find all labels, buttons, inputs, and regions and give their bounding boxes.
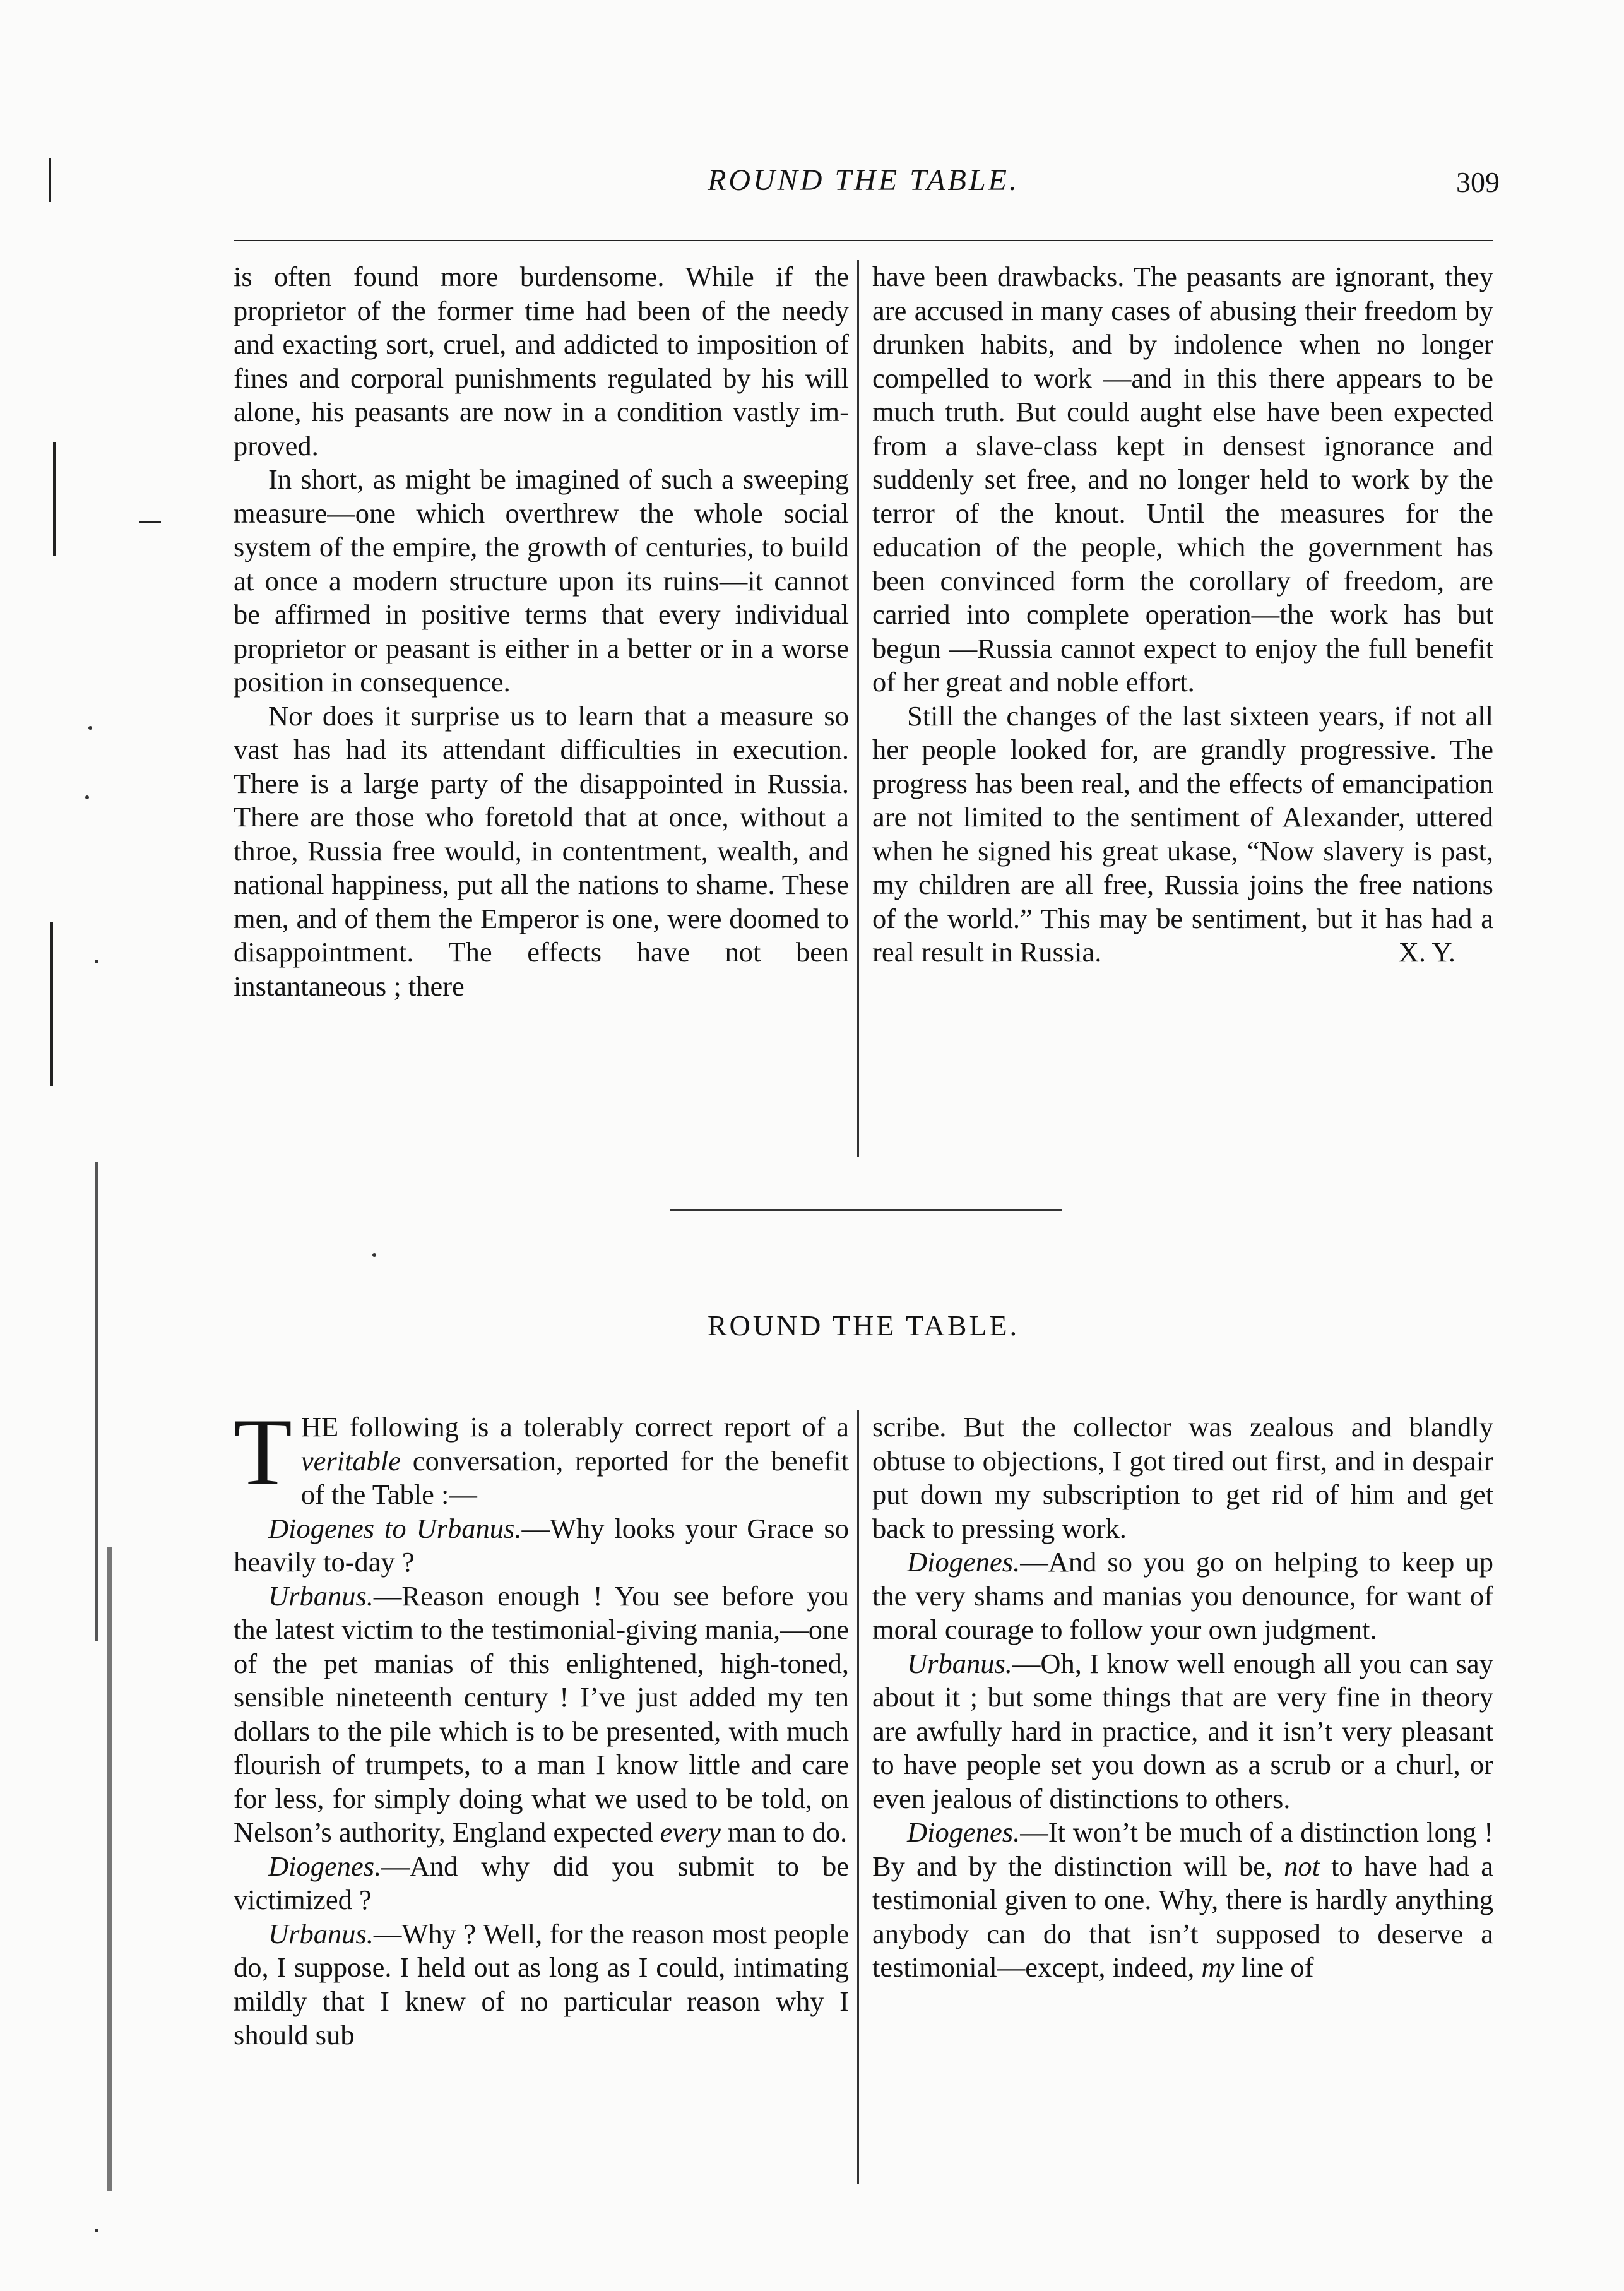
- section-title: ROUND THE TABLE.: [707, 1309, 1020, 1342]
- scan-dot: [95, 960, 98, 963]
- article-left-column: [234, 260, 849, 1003]
- scan-mark: [53, 442, 56, 556]
- scan-mark: [50, 922, 53, 1086]
- paragraph: [872, 699, 1493, 970]
- scan-mark: [95, 1162, 98, 1641]
- dialogue-left-column: [234, 1399, 849, 2052]
- column-divider: [857, 260, 859, 1157]
- paragraph: In short, as might be imagined of such a sweeping measure—one which overthrew the whole social system of the empire, the growth of centuries, to build at once a modern structure upon its ruins—it cannot be affirmed in positive terms that every individual proprietor or peasant is either in a better or in a worse position in consequence.: [234, 463, 849, 698]
- speaker: Diogenes to Urbanus.: [268, 1512, 522, 1544]
- header-rule: [234, 240, 1493, 241]
- dialogue-line: Diogenes.—And why did you submit to be victimized ?: [234, 1850, 849, 1915]
- section-separator: [670, 1209, 1062, 1211]
- paragraph: is often found more burdensome. While if the proprietor of the former time had been of the needy and exacting sort, cruel, and addicted to imposition of fines and corporal punishments regulated by his will alone, his peasants are now in a condition vastly improved.: [234, 261, 849, 461]
- author-signoff: X. Y.: [1398, 936, 1455, 968]
- dialogue-line: Urbanus.—Why ? Well, for the reason most people do, I suppose. I held out as long as I could, intimating mildly that I knew of no particular reason why I should sub: [234, 1917, 849, 2050]
- dialogue-line: scribe. But the collector was zealous and blandly obtuse to objections, I got tired out first, and in despair put down my subscription to get rid of him and get back to pressing work.: [872, 1411, 1493, 1544]
- scan-dot: [372, 1253, 376, 1257]
- speaker: Diogenes.: [907, 1546, 1021, 1578]
- speaker: Diogenes.: [907, 1816, 1021, 1848]
- scan-mark: [107, 1547, 112, 2191]
- page-number: 309: [1456, 166, 1500, 198]
- drop-cap: T: [234, 1399, 292, 1505]
- speaker: Urbanus.: [907, 1647, 1012, 1679]
- running-head: ROUND THE TABLE.: [708, 164, 1019, 197]
- column-divider: [857, 1410, 859, 2184]
- scan-mark: [139, 521, 161, 523]
- scan-dot: [85, 795, 89, 799]
- dialogue-line: Diogenes.—It won’t be much of a distinction long ! By and by the distinction will be, not to have had a testimonial given to one. Why, there is hardly anything anybody can do that isn’t supposed to deserve a testimonial—except, indeed, my line of: [872, 1816, 1493, 1983]
- paragraph-text: Still the changes of the last sixteen years, if not all her people looked for, are grandly progressive. The progress has been real, and the effects of emancipation are not limited to the sentiment of Alexander, uttered when he signed his great ukase, “Now slavery is past, my children are all free, Russia joins the free nations of the world.” This may be sentiment, but it has had a real result in Russia.: [872, 699, 1493, 968]
- speaker: Urbanus.: [268, 1917, 374, 1949]
- speaker: Diogenes.: [268, 1850, 382, 1882]
- article-right-column: [872, 260, 1493, 970]
- dialogue-line: Diogenes to Urbanus.—Why looks your Grace so heavily to-day ?: [234, 1512, 849, 1578]
- dialogue-line: Urbanus.—Oh, I know well enough all you can say about it ; but some things that are very fine in theory are awfully hard in practice, and it isn’t very pleasant to have people set you down as a scrub or a churl, or even jealous of distinctions to others.: [872, 1647, 1493, 1814]
- page-header: [234, 163, 1500, 207]
- dialogue-line: Urbanus.—Reason enough ! You see before you the latest victim to the testimonial-giving mania,—one of the pet manias of this enlightened, high-toned, sensible nineteenth century ! I’ve just added my ten dollars to the pile which is to be presented, with much flourish of trumpets, to a man I know little and care for less, for simply doing what we used to be told, on Nelson’s authority, England expected every man to do.: [234, 1580, 849, 1848]
- dialogue-right-column: [872, 1410, 1493, 1985]
- scan-dot: [88, 726, 92, 730]
- scan-mark: [49, 158, 51, 202]
- intro-paragraph: THE following is a tolerably correct report of a veritable conversation, reported for the benefit of the Table :—: [234, 1399, 849, 1510]
- paragraph: Nor does it surprise us to learn that a measure so vast has had its attendant difficulties in execution. There is a large party of the disappointed in Russia. There are those who foretold that at once, without a throe, Russia free would, in contentment, wealth, and national happiness, put all the nations to shame. These men, and of them the Emperor is one, were doomed to disappointment. The effects have not been instantaneous ; there: [234, 699, 849, 1002]
- speaker: Urbanus.: [268, 1580, 374, 1612]
- dialogue-line: Diogenes.—And so you go on helping to keep up the very shams and manias you denounce, for want of moral courage to follow your own judgment.: [872, 1546, 1493, 1645]
- paragraph: have been drawbacks. The peasants are ignorant, they are accused in many cases of abusing their freedom by drunken habits, and by indolence when no longer compelled to work —and in this there appears to be much truth. But could aught else have been expected from a slave-class kept in densest ignorance and suddenly set free, and no longer held to work by the terror of the knout. Until the measures for the education of the people, which the government has been convinced form the corollary of freedom, are carried into complete operation—the work has but begun —Russia cannot expect to enjoy the full benefit of her great and noble effort.: [872, 261, 1493, 698]
- scan-dot: [95, 2229, 98, 2232]
